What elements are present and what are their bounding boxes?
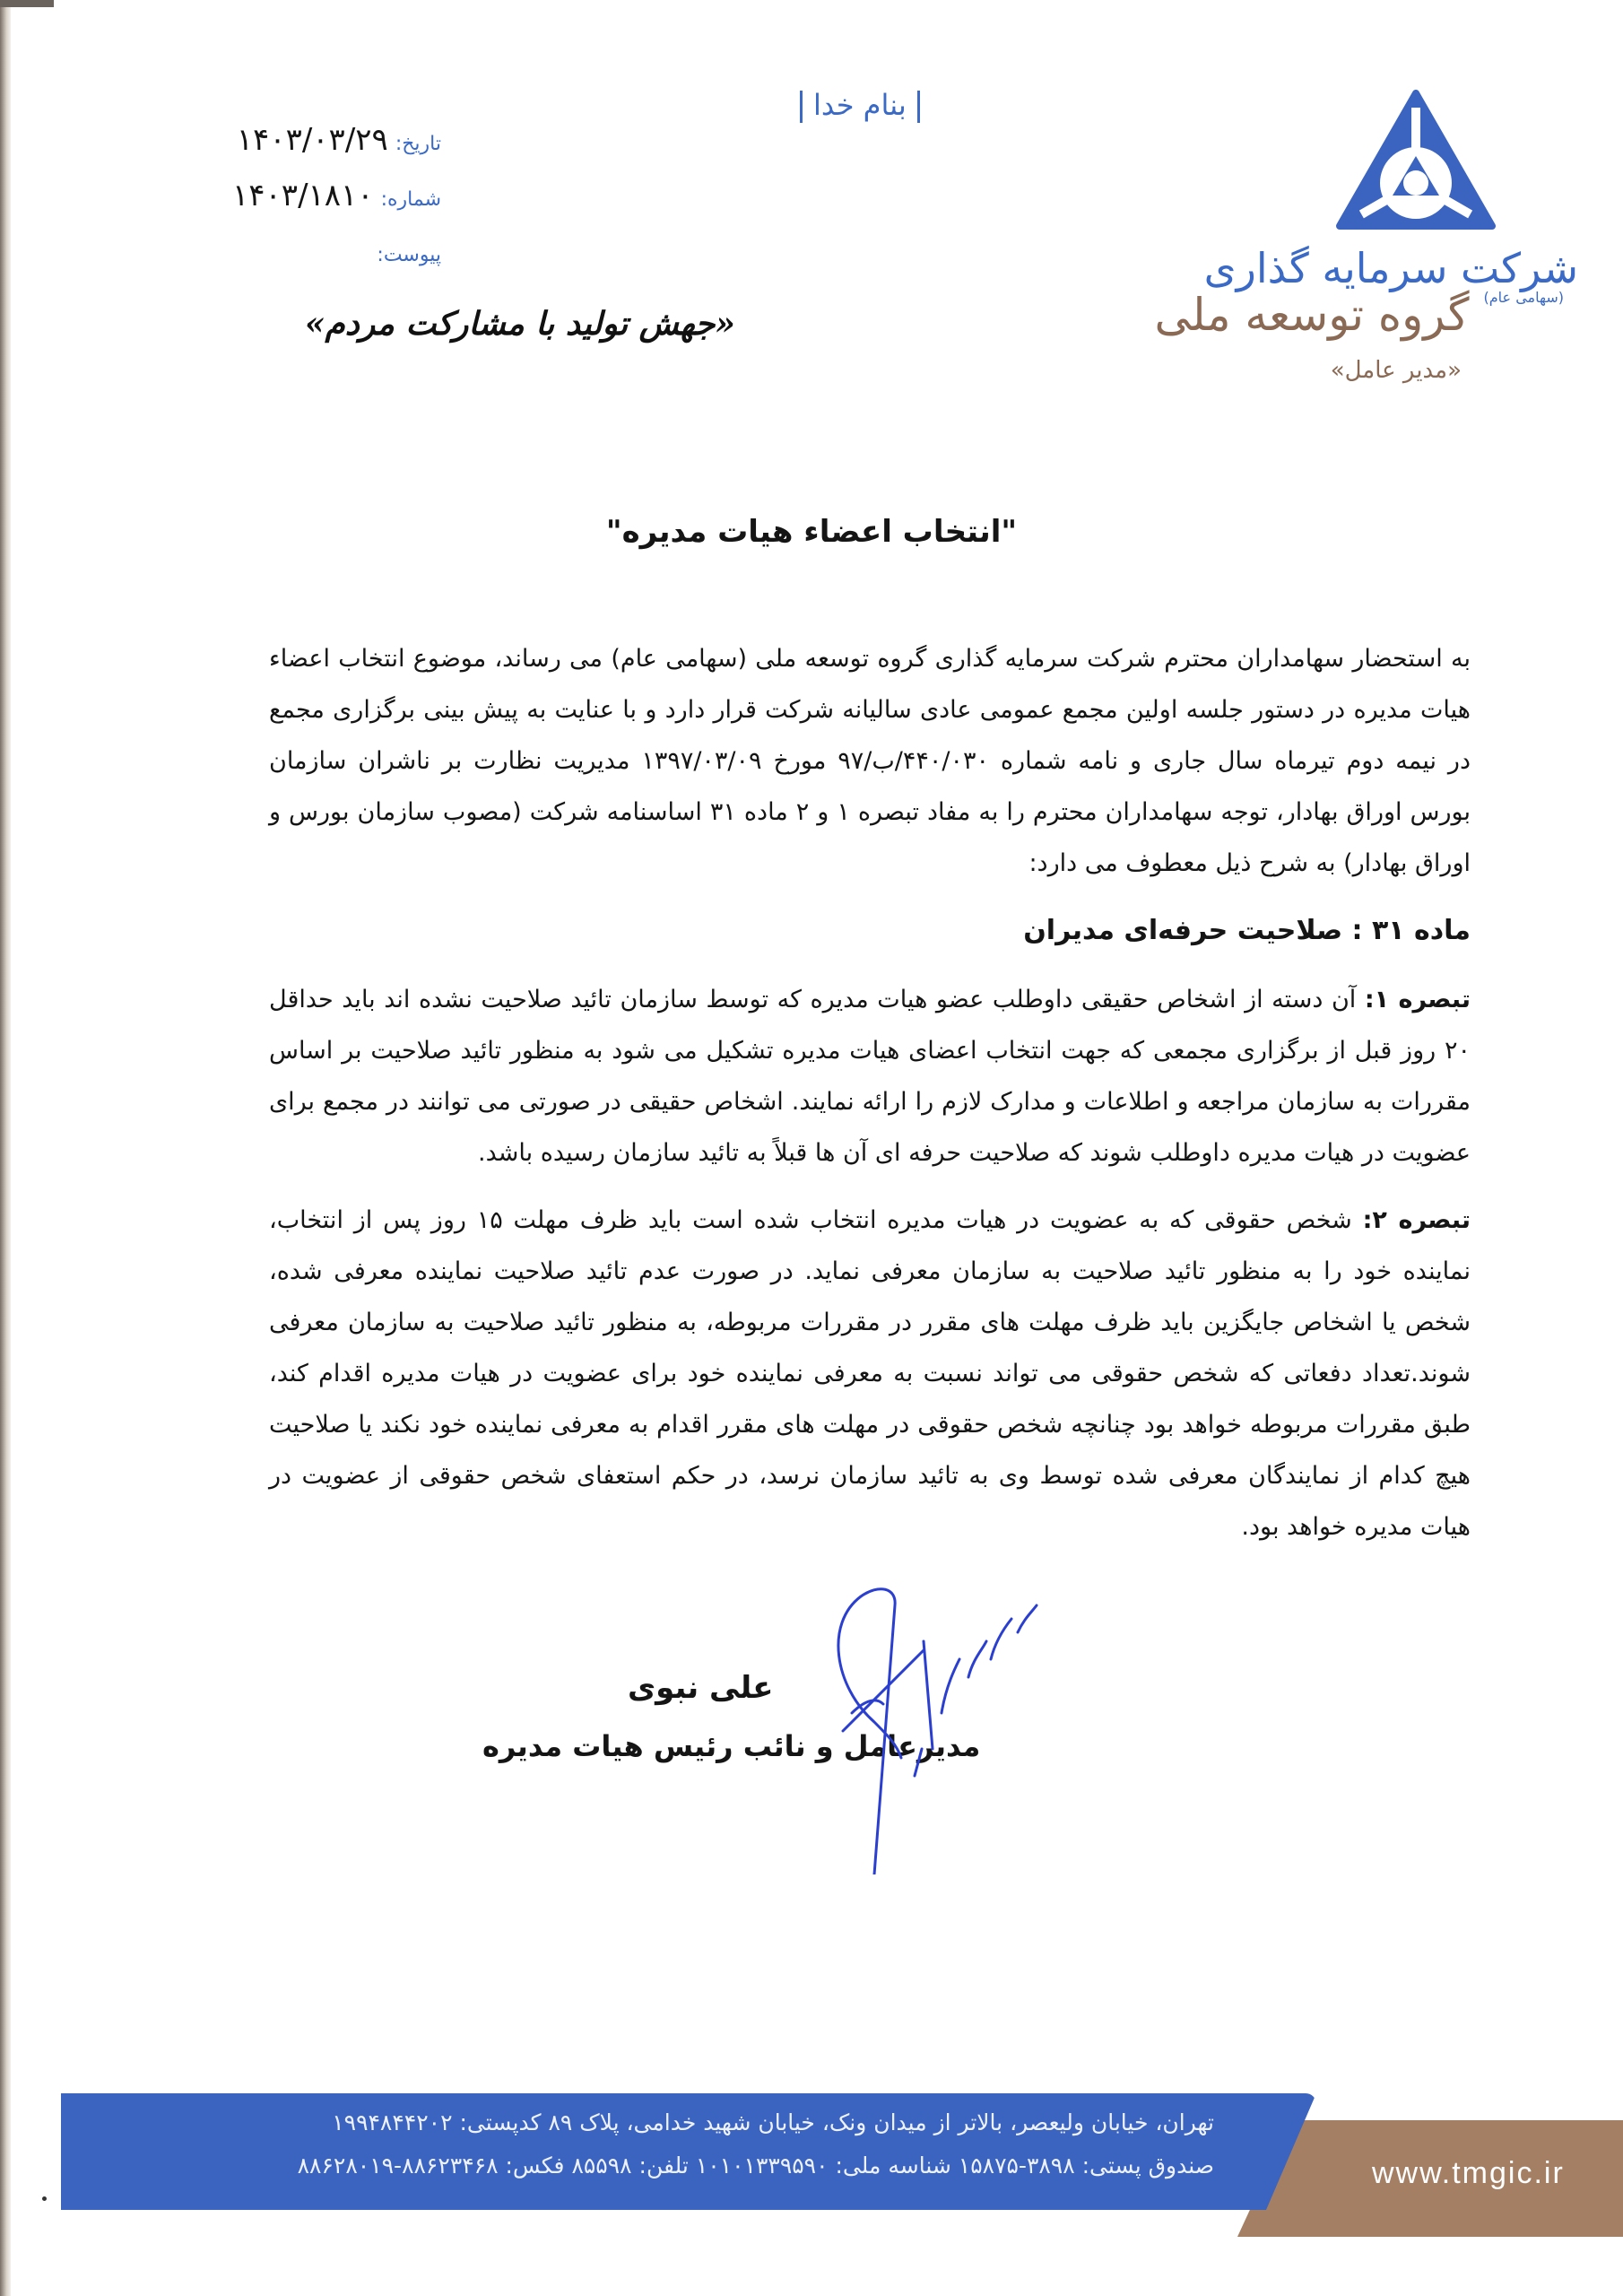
year-slogan: «جهش تولید با مشارکت مردم» bbox=[305, 305, 735, 343]
date-label: تاریخ: bbox=[395, 133, 441, 155]
signatory-title: مدیرعامل و نائب رئیس هیات مدیره bbox=[482, 1729, 981, 1763]
basmala-text: بنام خدا bbox=[813, 88, 907, 122]
footer-website-link[interactable]: www.tmgic.ir bbox=[1372, 2156, 1565, 2190]
divider bbox=[800, 91, 803, 123]
note-1-label: تبصره ۱: bbox=[1364, 986, 1471, 1013]
company-logo-icon bbox=[1334, 90, 1497, 233]
number-label: شماره: bbox=[380, 188, 441, 211]
handwritten-signature-icon bbox=[789, 1578, 1076, 1874]
scan-speck bbox=[42, 2196, 47, 2201]
footer-contact: صندوق پستی: ۳۸۹۸-۱۵۸۷۵ شناسه ملی: ۱۰۱۰۱۳۳۹۵۹۰ تلفن: ۸۵۵۹۸ فکس: ۸۸۶۲۳۴۶۸-۸۸۶۲۸۰۱۹ bbox=[297, 2152, 1214, 2179]
date-value: ۱۴۰۳/۰۳/۲۹ bbox=[236, 122, 388, 158]
letter-title: "انتخاب اعضاء هیات مدیره" bbox=[605, 514, 1018, 550]
note-2-text: شخص حقوقی که به عضویت در هیات مدیره انتخاب شده است باید ظرف مهلت ۱۵ روز پس از انتخاب، نماینده خود را به منظور تائید صلاحیت به سازمان معرفی نماید. در صورت عدم تائید صلاحیت نماینده معرفی شده، شخص یا اشخاص جایگزین باید ظرف مهلت های مقرر در مقررات مربوطه، به منظور تائید صلاحیت به سازمان معرفی شوند.تعداد دفعاتی که شخص حقوقی می تواند نسبت به معرفی نماینده خود برای عضویت در هیات مدیره اقدام کند، طبق مقررات مربوطه خواهد بود چنانچه شخص حقوقی در مهلت های مقرر اقدام به معرفی نماینده خود نکند یا صلاحیت هیچ کدام از نمایندگان معرفی شده توسط وی به تائید سازمان نرسد، در حکم استعفای شخص حقوقی از عضویت در هیات مدیره خواهد بود. bbox=[269, 1206, 1471, 1541]
note-2-label: تبصره ۲: bbox=[1362, 1206, 1471, 1234]
note-1-text: آن دسته از اشخاص حقیقی داوطلب عضو هیات مدیره که توسط سازمان تائید صلاحیت نشده اند باید حداقل ۲۰ روز قبل از برگزاری مجمعی که جهت انتخاب اعضای هیات مدیره تشکیل می شود به منظور تائید صلاحیت بر اساس مقررات به سازمان مراجعه و اطلاعات و مدارک لازم را ارائه نمایند. اشخاص حقیقی در صورتی می توانند در مجمع برای عضویت در هیات مدیره داوطلب شوند که صلاحیت حرفه ای آن ها قبلاً به تائید سازمان رسیده باشد. bbox=[269, 986, 1471, 1167]
company-name-text: گروه توسعه ملی bbox=[1154, 289, 1470, 341]
letter-body bbox=[269, 633, 1471, 1569]
letter-number bbox=[232, 178, 441, 213]
number-value: ۱۴۰۳/۱۸۱۰ bbox=[232, 178, 374, 213]
note-1-paragraph bbox=[269, 974, 1471, 1178]
footer-address: تهران، خیابان ولیعصر، بالاتر از میدان ونک، خیابان شهید خدامی، پلاک ۸۹ کدپستی: ۱۹۹۴۸۴۴۲۰۲ bbox=[332, 2109, 1214, 2135]
article-heading: ماده ۳۱ : صلاحیت حرفه‌ای مدیران bbox=[1023, 915, 1471, 946]
company-role: «مدیر عامل» bbox=[1330, 357, 1462, 384]
intro-paragraph: به استحضار سهامداران محترم شرکت سرمایه گذاری گروه توسعه ملی (سهامی عام) می رساند، موضوع انتخاب اعضاء هیات مدیره در دستور جلسه اولین مجمع عمومی عادی سالیانه شرکت قرار دارد و با عنایت به پیش بینی برگزاری مجمع در نیمه دوم تیرماه سال جاری و نامه شماره ۴۴۰/۰۳۰/ب/۹۷ مورخ ۱۳۹۷/۰۳/۰۹ مدیریت نظارت بر ناشران سازمان بورس اوراق بهادار، توجه سهامداران محترم را به مفاد تبصره ۱ و ۲ ماده ۳۱ اساسنامه شرکت (مصوب سازمان بورس و اوراق بهادار) به شرح ذیل معطوف می دارد: bbox=[269, 645, 1471, 877]
basmala bbox=[789, 88, 931, 123]
scan-edge bbox=[0, 0, 11, 2296]
company-name-line2 bbox=[1031, 289, 1569, 341]
signatory-name: علی نبوی bbox=[628, 1670, 774, 1706]
note-2-paragraph bbox=[269, 1195, 1471, 1552]
company-type: (سهامی عام) bbox=[1483, 289, 1564, 306]
letter-attachment bbox=[377, 244, 441, 266]
divider bbox=[917, 91, 920, 123]
letter-date bbox=[237, 122, 441, 158]
scan-edge-top bbox=[0, 0, 54, 7]
company-name-line1: شرکت سرمایه گذاری bbox=[1203, 244, 1578, 292]
attachment-label: پیوست: bbox=[377, 244, 441, 266]
